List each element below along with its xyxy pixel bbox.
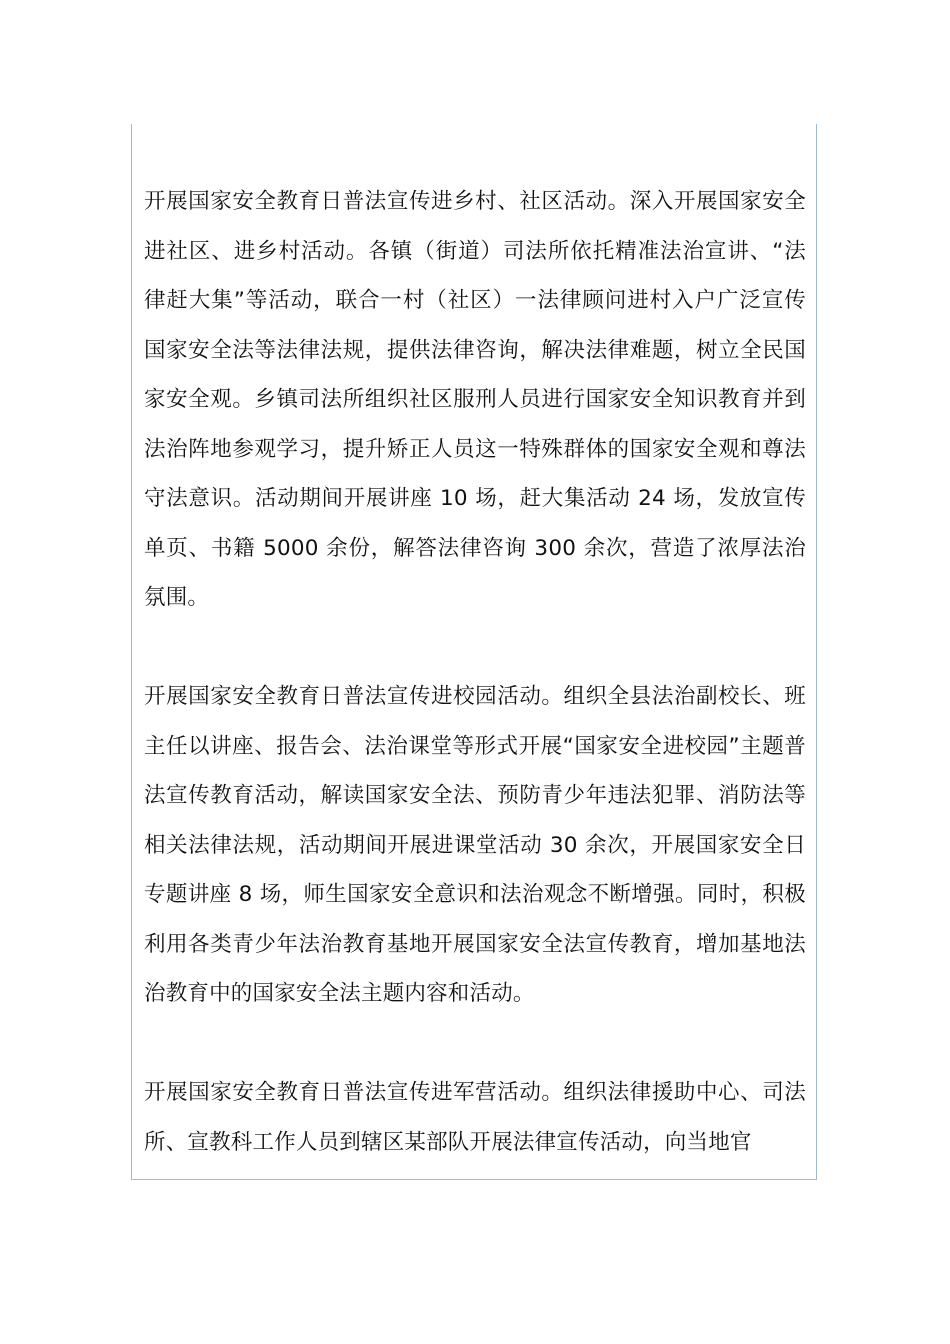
- paragraph-rural-community: 开展国家安全教育日普法宣传进乡村、社区活动。深入开展国家安全进社区、进乡村活动。各镇（街道）司法所依托精准法治宣讲、“法律赶大集”等活动，联合一村（社区）一法律顾问进村入户广泛宣传国家安全法等法律法规，提供法律咨询，解决法律难题，树立全民国家安全观。乡镇司法所组织社区服刑人员进行国家安全知识教育并到法治阵地参观学习，提升矫正人员这一特殊群体的国家安全观和尊法守法意识。活动期间开展讲座 10 场，赶大集活动 24 场，发放宣传单页、书籍 5000 余份，解答法律咨询 300 余次，营造了浓厚法治氛围。: [144, 189, 806, 610]
- paragraph-military-camp: 开展国家安全教育日普法宣传进军营活动。组织法律援助中心、司法所、宣教科工作人员到辖区某部队开展法律宣传活动，向当地官: [144, 1080, 806, 1155]
- paragraph-campus: 开展国家安全教育日普法宣传进校园活动。组织全县法治副校长、班主任以讲座、报告会、法治课堂等形式开展“国家安全进校园”主题普法宣传教育活动，解读国家安全法、预防青少年违法犯罪、消防法等相关法律法规，活动期间开展进课堂活动 30 余次，开展国家安全日专题讲座 8 场，师生国家安全意识和法治观念不断增强。同时，积极利用各类青少年法治教育基地开展国家安全法宣传教育，增加基地法治教育中的国家安全法主题内容和活动。: [144, 684, 806, 1006]
- document-body: [144, 177, 806, 1167]
